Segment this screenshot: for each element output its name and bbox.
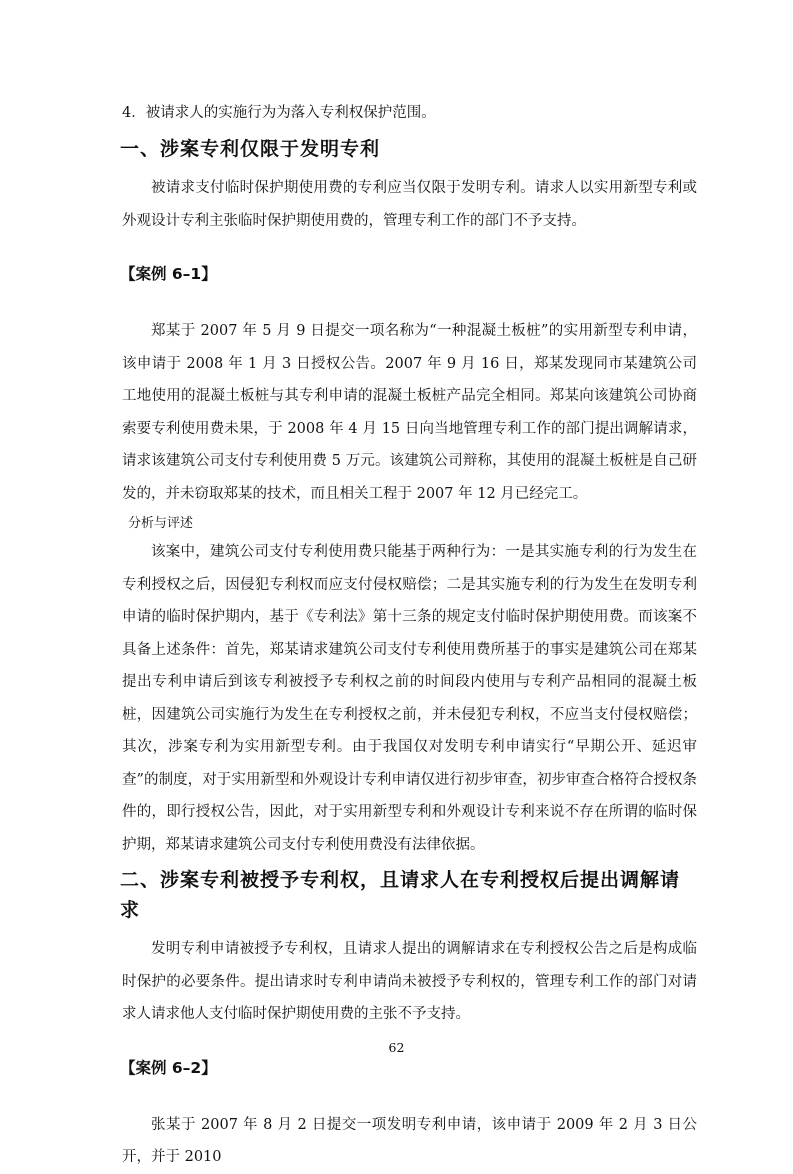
section-2-body: 发明专利申请被授予专利权，且请求人提出的调解请求在专利授权公告之后是构成临时保护的必要条件。提出请求时专利申请尚未被授予专利权的，管理专利工作的部门对请求人请求他人支付临时保护期使用费的主张不予支持。	[122, 941, 697, 1022]
section-heading-1: 一、涉案专利仅限于发明专利	[120, 138, 381, 160]
analysis-label: 分析与评述	[128, 516, 194, 531]
page-number: 62	[388, 1040, 405, 1055]
list-item-4: 4．被请求人的实施行为为落入专利权保护范围。	[122, 105, 436, 121]
case-6-1-text: 郑某于 2007 年 5 月 9 日提交一项名称为“一种混凝土板桩”的实用新型专利申请，该申请于 2008 年 1 月 3 日授权公告。2007 年 9 月 16 日，郑某发现同市某建筑公司工地使用的混凝土板桩与其专利申请的混凝土板桩产品完全相同。郑某向该建筑公司协商索要专利使用费未果，于 2008 年 4 月 15 日向当地管理专利工作的部门提出调解请求，请求该建筑公司支付专利使用费 5 万元。该建筑公司辩称，其使用的混凝土板桩是自己研发的，并未窃取郑某的技术，而且相关工程于 2007 年 12 月已经完工。	[122, 323, 697, 502]
section-1-body: 被请求支付临时保护期使用费的专利应当仅限于发明专利。请求人以实用新型专利或外观设计专利主张临时保护期使用费的，管理专利工作的部门不予支持。	[122, 180, 697, 229]
page-content	[122, 100, 697, 1174]
section-heading-2: 二、涉案专利被授予专利权，且请求人在专利授权后提出调解请求	[120, 869, 681, 921]
case-label-6-2: 【案例 6–2】	[120, 1058, 217, 1077]
analysis-text: 该案中，建筑公司支付专利使用费只能基于两种行为：一是其实施专利的行为发生在专利授权之后，因侵犯专利权而应支付侵权赔偿；二是其实施专利的行为发生在发明专利申请的临时保护期内，基于《专利法》第十三条的规定支付临时保护期使用费。而该案不具备上述条件：首先，郑某请求建筑公司支付专利使用费所基于的事实是建筑公司在郑某提出专利申请后到该专利被授予专利权之前的时间段内使用与专利产品相同的混凝土板桩，因建筑公司实施行为发生在专利授权之前，并未侵犯专利权，不应当支付侵权赔偿；其次，涉案专利为实用新型专利。由于我国仅对发明专利申请实行“早期公开、延迟审查”的制度，对于实用新型和外观设计专利申请仅进行初步审查，初步审查合格符合授权条件的，即行授权公告，因此，对于实用新型专利和外观设计专利来说不存在所谓的临时保护期，郑某请求建筑公司支付专利使用费没有法律依据。	[122, 544, 697, 853]
case-6-2-text: 张某于 2007 年 8 月 2 日提交一项发明专利申请，该申请于 2009 年 2 月 3 日公开，并于 2010	[122, 1116, 697, 1165]
case-label-6-1: 【案例 6–1】	[120, 265, 217, 283]
